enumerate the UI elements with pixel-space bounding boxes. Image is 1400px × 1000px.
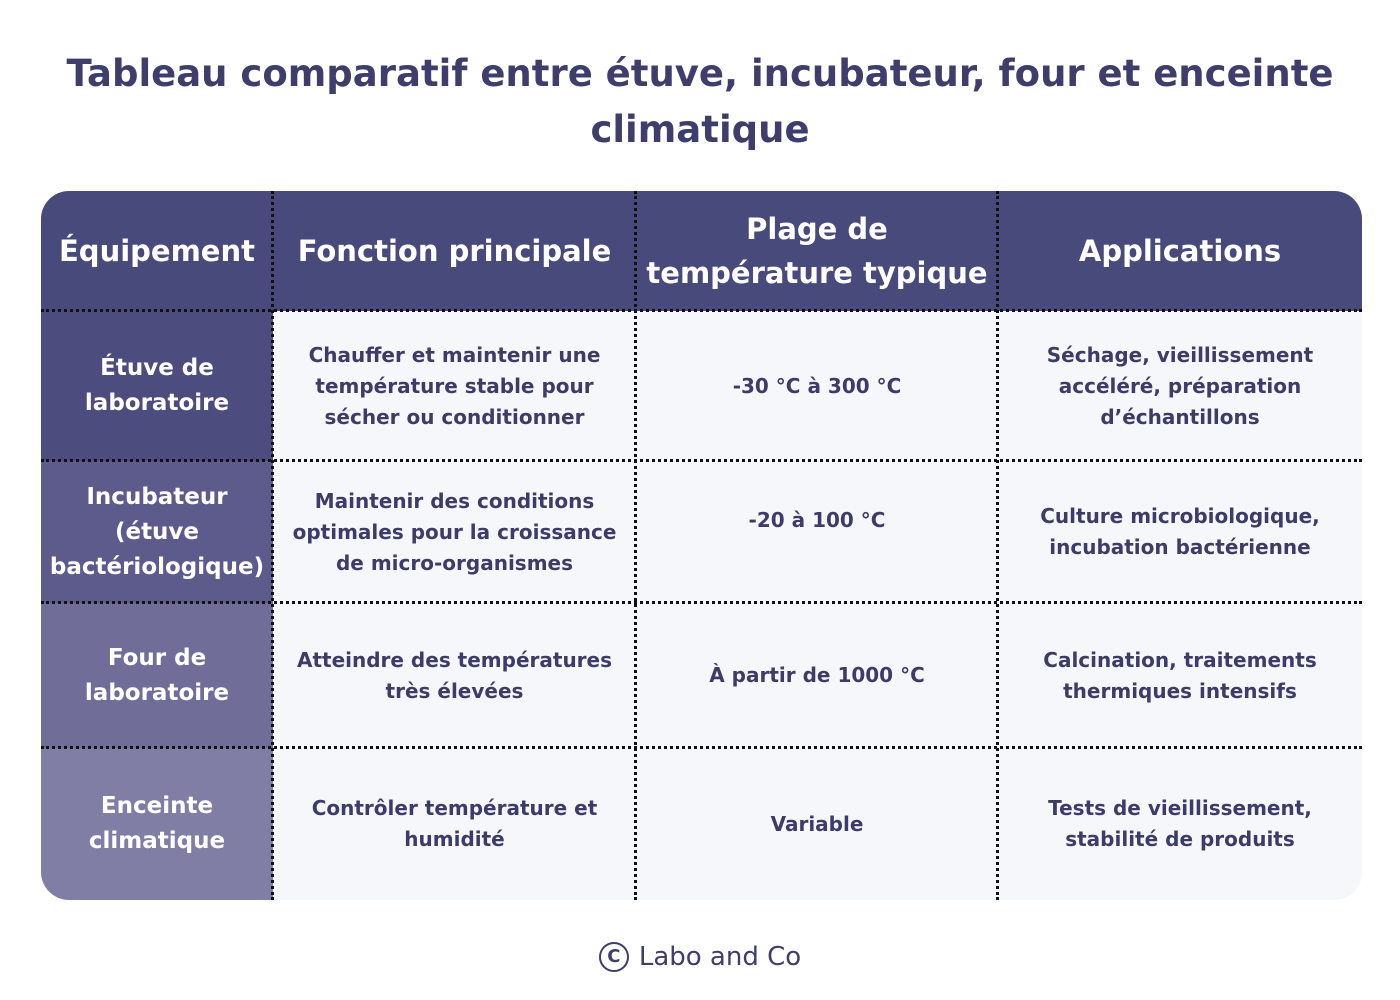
row-1-plage: -30 °C à 300 °C [636,311,998,461]
column-divider [271,191,274,900]
row-3-plage: À partir de 1000 °C [636,603,998,748]
column-divider [634,191,637,900]
header-fonction: Fonction principale [273,191,636,311]
row-divider [41,459,1362,462]
column-divider [996,191,999,900]
row-1-applications: Séchage, vieillissement accéléré, préparation d’échantillons [998,311,1362,461]
row-2-applications: Culture microbiologique, incubation bactérienne [998,461,1362,603]
row-4-equipement: Enceinte climatique [41,748,273,900]
copyright-icon: C [599,942,629,972]
row-divider [41,601,1362,604]
row-divider [41,309,1362,312]
header-plage: Plage de température typique [636,191,998,311]
row-4-fonction: Contrôler température et humidité [273,748,636,900]
row-divider [41,746,1362,749]
comparison-table [41,191,1362,900]
row-1-fonction: Chauffer et maintenir une température stable pour sécher ou conditionner [273,311,636,461]
row-4-applications: Tests de vieillissement, stabilité de produits [998,748,1362,900]
footer-brand: Labo and Co [638,942,802,972]
row-1-equipement: Étuve de laboratoire [41,311,273,461]
page-title: Tableau comparatif entre étuve, incubateur, four et enceinte climatique [66,52,1334,151]
header-applications: Applications [998,191,1362,311]
row-2-plage: -20 à 100 °C [636,461,998,603]
header-equipement: Équipement [41,191,273,311]
row-3-fonction: Atteindre des températures très élevées [273,603,636,748]
row-4-plage: Variable [636,748,998,900]
row-3-applications: Calcination, traitements thermiques intensifs [998,603,1362,748]
row-3-equipement: Four de laboratoire [41,603,273,748]
row-2-fonction: Maintenir des conditions optimales pour la croissance de micro-organismes [273,461,636,603]
row-2-equipement: Incubateur (étuve bactériologique) [41,461,273,603]
footer-credit [0,942,1400,972]
